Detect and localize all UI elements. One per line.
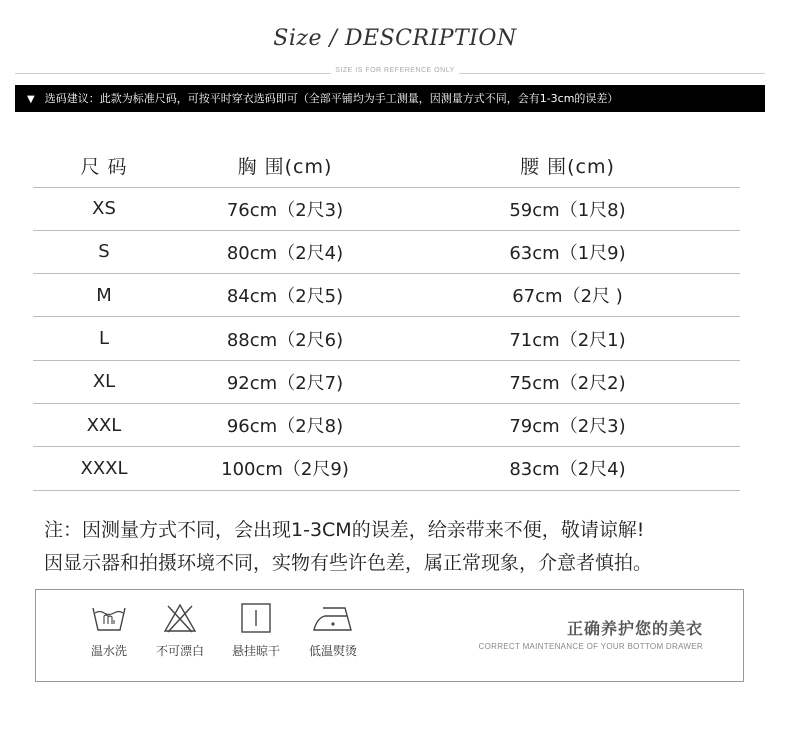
page-title: Size / DESCRIPTION xyxy=(273,26,517,51)
warm-wash-icon xyxy=(90,602,128,634)
cell-waist: 59cm（1尺8) xyxy=(395,187,740,230)
cell-waist: 83cm（2尺4) xyxy=(395,447,740,490)
cell-bust: 84cm（2尺5) xyxy=(175,274,395,317)
cell-size: M xyxy=(33,274,175,317)
table-row xyxy=(33,187,740,230)
cell-waist: 75cm（2尺2) xyxy=(395,360,740,403)
cell-waist: 63cm（1尺9) xyxy=(395,230,740,273)
size-tip-bar xyxy=(15,85,765,112)
header-bust: 胸 围(cm) xyxy=(175,145,395,187)
table-row xyxy=(33,360,740,403)
size-table xyxy=(33,145,740,491)
care-item-hang-dry xyxy=(221,602,291,659)
note-color-difference: 因显示器和拍摄环境不同，实物有些许色差，属正常现象，介意者慎拍。 xyxy=(44,552,653,574)
cell-bust: 80cm（2尺4) xyxy=(175,230,395,273)
header-size: 尺 码 xyxy=(33,145,175,187)
cell-size: XXXL xyxy=(33,447,175,490)
care-label: 低温熨烫 xyxy=(308,644,357,658)
cell-size: S xyxy=(33,230,175,273)
cell-waist: 71cm（2尺1) xyxy=(395,317,740,360)
header-waist: 腰 围(cm) xyxy=(395,145,740,187)
care-item-no-bleach xyxy=(145,602,215,659)
cell-bust: 88cm（2尺6) xyxy=(175,317,395,360)
cell-size: L xyxy=(33,317,175,360)
cell-size: XS xyxy=(33,187,175,230)
table-row xyxy=(33,447,740,490)
table-row xyxy=(33,317,740,360)
care-subtitle: CORRECT MAINTENANCE OF YOUR BOTTOM DRAWER xyxy=(478,642,703,651)
cell-size: XXL xyxy=(33,403,175,446)
cell-bust: 76cm（2尺3) xyxy=(175,187,395,230)
note-measurement-error: 注：因测量方式不同，会出现1-3CM的误差，给亲带来不便，敬请谅解! xyxy=(44,519,645,541)
size-tip-text: 选码建议：此款为标准尺码，可按平时穿衣选码即可（全部平铺均为手工测量，因测量方式不同，会有1-3cm的误差） xyxy=(44,92,619,105)
hang-dry-icon xyxy=(238,602,274,634)
header-subtitle: SIZE IS FOR REFERENCE ONLY xyxy=(0,67,790,74)
care-instructions-box xyxy=(35,589,744,682)
cell-bust: 100cm（2尺9) xyxy=(175,447,395,490)
cell-size: XL xyxy=(33,360,175,403)
care-label: 不可漂白 xyxy=(155,644,204,658)
no-bleach-icon xyxy=(162,602,198,634)
care-title: 正确养护您的美衣 xyxy=(566,619,703,638)
care-item-low-iron xyxy=(298,602,368,659)
low-iron-icon xyxy=(311,602,355,634)
cell-bust: 96cm（2尺8) xyxy=(175,403,395,446)
care-label: 悬挂晾干 xyxy=(231,644,280,658)
cell-waist: 67cm（2尺 ) xyxy=(395,274,740,317)
care-item-warm-wash xyxy=(74,602,144,659)
table-row xyxy=(33,274,740,317)
table-header-row xyxy=(33,145,740,187)
table-row xyxy=(33,230,740,273)
triangle-down-icon: ▼ xyxy=(27,94,35,105)
cell-bust: 92cm（2尺7) xyxy=(175,360,395,403)
cell-waist: 79cm（2尺3) xyxy=(395,403,740,446)
care-label: 温水洗 xyxy=(90,644,127,658)
table-row xyxy=(33,403,740,446)
